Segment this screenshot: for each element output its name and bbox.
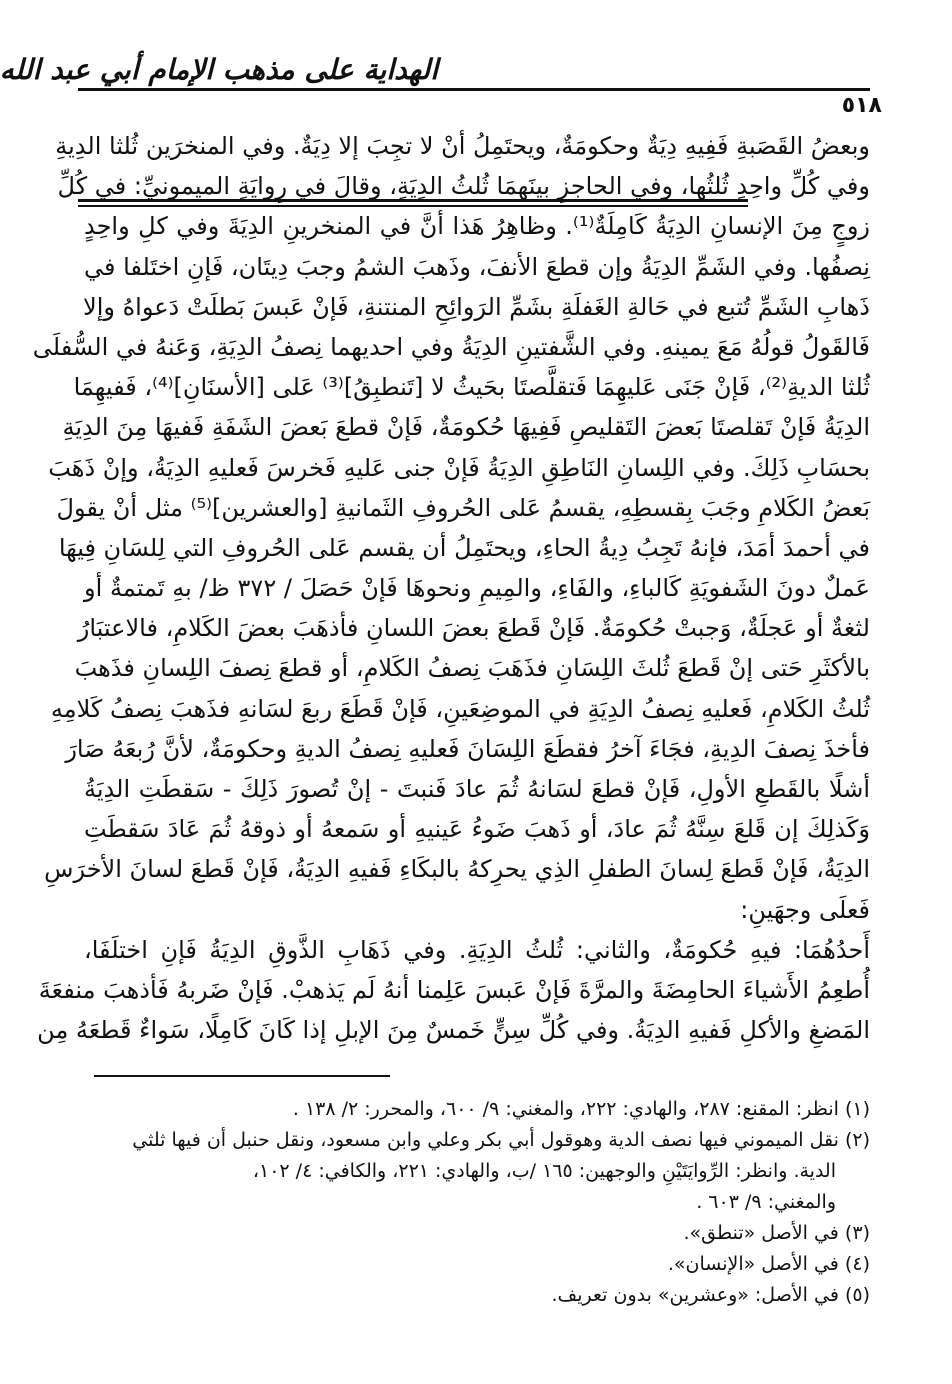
text-line: بالأكثَرِ حَتى إنْ قَطعَ ثُلثَ اللِسَانِ فذَهَبَ نِصفُ الكَلامِ، أو قطعَ نِصفَ اللِسانِ فذَهبَ bbox=[74, 654, 870, 683]
text-line: فأخذَ نِصفَ الدِيةِ، فجَاءَ آخرُ فقطَعَ اللِسَانَ فَعليهِ نِصفُ الديةِ وحكومَةٌ، لأنَّ رُبعَهُ صَارَ bbox=[65, 734, 870, 763]
text-line: أشلًا بالقَطعِ الأولِ، فَإنْ قطعَ لسَانهُ ثُمَ عادَ فَنبتَ - إنْ تُصورَ ذَلِكَ - سَقطَتِ الدِيَةُ bbox=[84, 775, 870, 803]
text-line: بَعضُ الكَلامِ وجَبَ بِقسطِهِ، يقسمُ عَلى الحُروفِ الثَمانيةِ [والعشرين]⁽⁵⁾ مثل أنْ يقولَ bbox=[56, 493, 870, 522]
text-line: في أحمدَ أمَدَ، فإنهُ تَجِبُ دِيةُ الحاءِ، ويحتَمِلُ أن يقسم عَلى الحُروفِ التي لِلسَانِ فِيهَا bbox=[58, 533, 870, 562]
text-line: وَكَذلِكَ إن قَلعَ سِنَّهُ ثُمَ عادَ، أو ذَهبَ ضَوءُ عَينيهِ أو سَمعهُ أو ذوقهُ ثُمَ عَادَ سَقطَتِ bbox=[84, 815, 870, 844]
text-line: فَعلَى وجهَينِ: bbox=[740, 895, 870, 924]
text-line: الدِيَةُ، فَإنْ قَطعَ لِسانَ الطفلِ الذِي يحرِكهُ بالبكَاءِ فَفيهِ الدِيَةُ، فَإنْ قَطعَ لسانَ الأخرَسِ bbox=[44, 855, 870, 884]
main-text bbox=[32, 126, 871, 1050]
text-line: لثغةٌ أو عَجلَةٌ، وَجبتْ حُكومَةٌ. فَإنْ قَطعَ بعضَ اللسانِ فأذهَبَ بعضَ الكَلامِ، فالاعتبَارُ bbox=[77, 614, 870, 643]
text-line: فَالقَولُ قولُهُ مَعَ يمينهِ. وفي الشَّفتينِ الدِيَةُ وفي احديهما نِصفُ الدِيَةِ، وَعَنهُ في السُّفلَى bbox=[32, 332, 870, 361]
footnote: (١) انظر: المقنع: ٢٨٧، والهادي: ٢٢٢، والمغني: ٩/ ٦٠٠، والمحرر: ٢/ ١٣٨ . bbox=[292, 1098, 870, 1120]
footnote-continuation: الدية. وانظر: الرِّوايَتَيْنِ والوجهين: ١٦٥ /ب، والهادي: ٢٢١، والكافي: ٤/ ١٠٢، bbox=[252, 1160, 836, 1182]
text-line: نِصفُها. وفي الشَمِّ الدِيَةُ وإن قطعَ الأنفَ، وذَهبَ الشمُ وجبَ دِيتَان، فَإنِ اختَلفا في bbox=[84, 252, 870, 281]
text-line: بحسَابِ ذَلِكَ. وفي اللِسانِ النَاطِقِ الدِيَةُ فَإنْ جنى عَليهِ فَخرسَ فَعليهِ الدِيَةُ، وإنْ ذَهَبَ bbox=[48, 453, 870, 482]
text-line: ثُلثا الديةِ⁽²⁾، فَإنْ جَنَى عَليهِمَا فَتقلَّصتَا بحَيثُ لا [تَنطبِقُ]⁽³⁾ عَلى [الأسنَانِ]⁽⁴⁾، فَفيهِمَا bbox=[73, 373, 870, 402]
footnote-continuation: والمغني: ٩/ ٦٠٣ . bbox=[696, 1191, 836, 1213]
text-line: أُطعِمُ الأَشياءَ الحامِضَةَ والمرَّةَ فَإنْ عَبسَ عَلِمنا أنهُ لَم يَذهبْ. فَإنْ ضَربهُ فَأذهبَ منفعَةَ bbox=[38, 975, 870, 1004]
footnote: (٣) في الأصل «تنطق». bbox=[683, 1222, 870, 1244]
text-line: وفي كُلِّ واحِدٍ ثُلثُها، وفي الحاجزِ بينَهمَا ثُلثُ الدِيَةِ، وقالَ في رِوايَةِ الميمونيِّ: في كُلِّ bbox=[57, 172, 870, 201]
page-number-row bbox=[78, 93, 882, 119]
page-number: ٥١٨ bbox=[841, 93, 882, 118]
text-line: زوجٍ مِنَ الإنسانِ الدِيَةُ كَامِلَةٌ⁽¹⁾. وظاهِرُ هَذا أنَّ في المنخرينِ الدِيَةَ وفي كلِ واحِدٍ bbox=[84, 212, 871, 241]
footnote-separator bbox=[94, 1075, 390, 1077]
text-line: الدِيَةُ فَإنْ تَقلصتَا بَعضَ التَقليصِ فَفِيهَا حُكومَةٌ، فَإنْ قطعَ بَعضَ الشَفَةِ فَفيهَا مِنَ الدِيَةِ bbox=[62, 413, 870, 442]
text-line: عَملٌ دونَ الشَفويَةِ كَالباءِ، والفَاءِ، والمِيمِ ونحوهَا فَإنْ حَصَلَ / ٣٧٢ ظ/ بهِ تَمتمةٌ أو bbox=[84, 574, 871, 603]
footnotes bbox=[80, 1094, 870, 1311]
running-header-title: الهداية على مذهب الإمام أبي عبد الله bbox=[0, 53, 438, 86]
footnote: (٥) في الأصل: «وعشرين» بدون تعريف. bbox=[551, 1284, 870, 1306]
text-line: وبعضُ القَصَبةِ فَفِيهِ دِيَةٌ وحكومَةٌ، ويحتَمِلُ أنْ لا تجِبَ إلا دِيَةٌ. وفي المنخرَين ثُلثا الدِيةِ bbox=[55, 132, 870, 160]
text-line: أَحدُهُمَا: فيهِ حُكومَةٌ، والثاني: ثُلثُ الدِيَةِ. وفي ذَهَابِ الذَّوقِ الدِيَةُ فَإنِ اختلَفَا، bbox=[84, 935, 870, 964]
text-line: ذَهابِ الشَمِّ تُتبع في حَالةِ الغَفلَةِ بشَمِّ الرَوائِحِ المنتنةِ، فَإنْ عَبسَ بَطلَتْ دَعواهُ وإلا bbox=[83, 292, 870, 321]
header-rule bbox=[78, 88, 870, 91]
text-line: المَضغِ والأكلِ فَفيهِ الدِيَةُ. وفي كُلِّ سِنٍّ خَمسٌ مِنَ الإبلِ إذا كَانَ كَامِلًا، سَواءٌ قَطعَهُ مِن bbox=[37, 1016, 870, 1045]
footnote: (٤) في الأصل «الإنسان». bbox=[667, 1253, 870, 1275]
footnote: (٢) نقل الميموني فيها نصف الدية وهوقول أبي بكر وعلي وابن مسعود، ونقل حنبل أن فيها ثلثي bbox=[132, 1129, 870, 1151]
text-line: ثُلثُ الكَلامِ، فَعليهِ نِصفُ الدِيَةِ في الموضِعَينِ، فَإنْ قَطَعَ ربعَ لسَانهِ فذَهبَ نِصفُ كَلامِهِ bbox=[50, 694, 870, 723]
